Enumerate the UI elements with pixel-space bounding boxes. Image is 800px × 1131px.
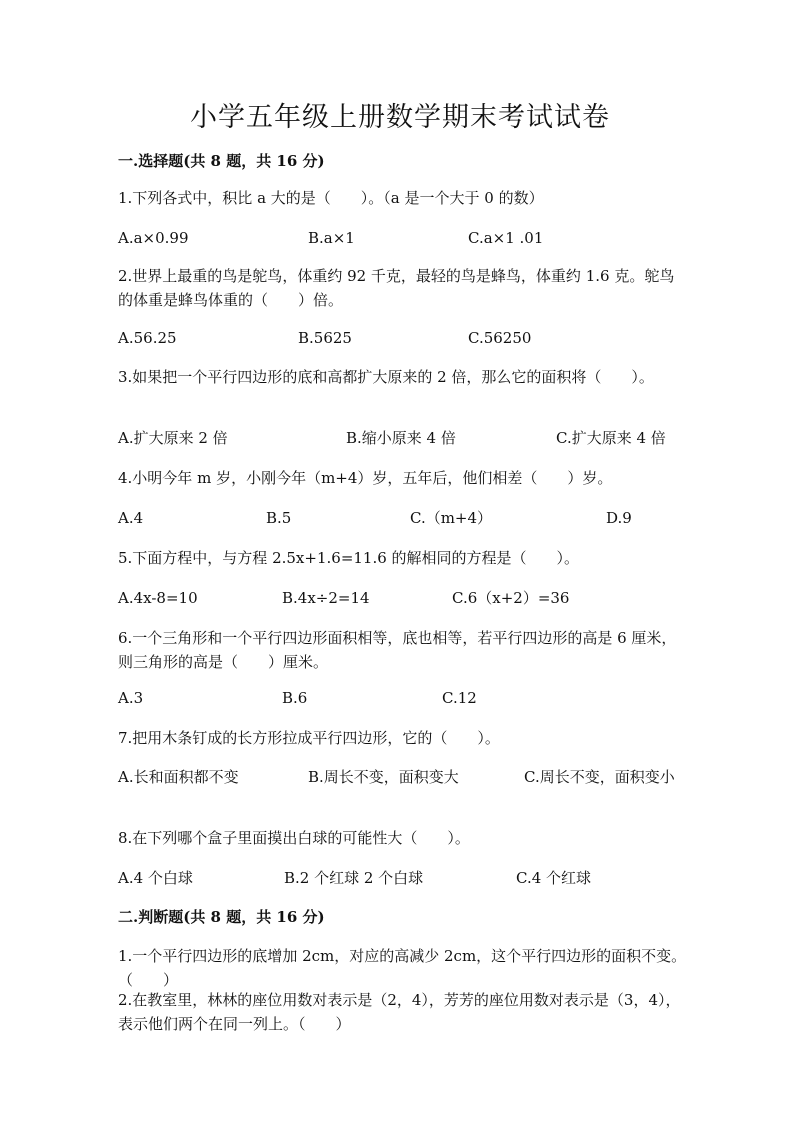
option-b: B.2 个红球 2 个白球	[284, 869, 424, 887]
question-text: 4.小明今年 m 岁，小刚今年（m+4）岁，五年后，他们相差（ ）岁。	[118, 469, 613, 487]
option-a: A.3	[118, 689, 144, 707]
options-row	[118, 866, 688, 890]
option-b: B.5625	[298, 329, 352, 347]
page-title: 小学五年级上册数学期末考试试卷	[190, 102, 610, 133]
options-row	[118, 426, 688, 450]
options-row	[118, 326, 688, 350]
question-text: 1.一个平行四边形的底增加 2cm，对应的高减少 2cm，这个平行四边形的面积不变。（ ）	[118, 947, 687, 989]
options-row	[118, 686, 688, 710]
option-b: B.a×1	[308, 229, 355, 247]
option-c: C.6（x+2）=36	[452, 589, 570, 607]
question-text: 5.下面方程中，与方程 2.5x+1.6=11.6 的解相同的方程是（ ）。	[118, 549, 580, 567]
option-a: A.扩大原来 2 倍	[118, 429, 228, 447]
option-c: C.56250	[468, 329, 532, 347]
option-a: A.4	[118, 509, 144, 527]
option-b: B.6	[282, 689, 308, 707]
options-row	[118, 226, 688, 250]
option-b: B.4x÷2=14	[282, 589, 370, 607]
option-a: A.4 个白球	[118, 869, 193, 887]
question-text: 7.把用木条钉成的长方形拉成平行四边形，它的（ ）。	[118, 729, 500, 747]
option-d: D.9	[606, 509, 632, 527]
question-text: 2.在教室里，林林的座位用数对表示是（2，4），芳芳的座位用数对表示是（3，4），表示他们两个在同一列上。（ ）	[118, 991, 681, 1033]
option-b: B.5	[266, 509, 292, 527]
options-row	[118, 765, 688, 789]
option-c: C.4 个红球	[516, 869, 592, 887]
option-a: A.a×0.99	[118, 229, 189, 247]
section-heading-choice: 一.选择题(共 8 题，共 16 分)	[118, 152, 325, 170]
option-a: A.4x-8=10	[118, 589, 198, 607]
option-c: C.周长不变，面积变小	[524, 768, 675, 786]
option-c: C.扩大原来 4 倍	[556, 429, 666, 447]
question-text: 8.在下列哪个盒子里面摸出白球的可能性大（ ）。	[118, 829, 470, 847]
options-row	[118, 586, 688, 610]
option-c: C.a×1 .01	[468, 229, 544, 247]
option-b: B.周长不变，面积变大	[308, 768, 459, 786]
option-a: A.长和面积都不变	[118, 768, 239, 786]
option-c: C.12	[442, 689, 477, 707]
option-c: C.（m+4）	[410, 509, 493, 527]
question-text: 6.一个三角形和一个平行四边形面积相等，底也相等，若平行四边形的高是 6 厘米，则三角形的高是（ ）厘米。	[118, 629, 677, 671]
options-row	[118, 506, 688, 530]
question-text: 2.世界上最重的鸟是鸵鸟，体重约 92 千克，最轻的鸟是蜂鸟，体重约 1.6 克。鸵鸟的体重是蜂鸟体重的（ ）倍。	[118, 267, 675, 309]
question-text: 1.下列各式中，积比 a 大的是（ ）。（a 是一个大于 0 的数）	[118, 189, 544, 207]
question-text: 3.如果把一个平行四边形的底和高都扩大原来的 2 倍，那么它的面积将（ ）。	[118, 368, 654, 386]
option-b: B.缩小原来 4 倍	[346, 429, 456, 447]
section-heading-judgement: 二.判断题(共 8 题，共 16 分)	[118, 908, 325, 926]
option-a: A.56.25	[118, 329, 177, 347]
